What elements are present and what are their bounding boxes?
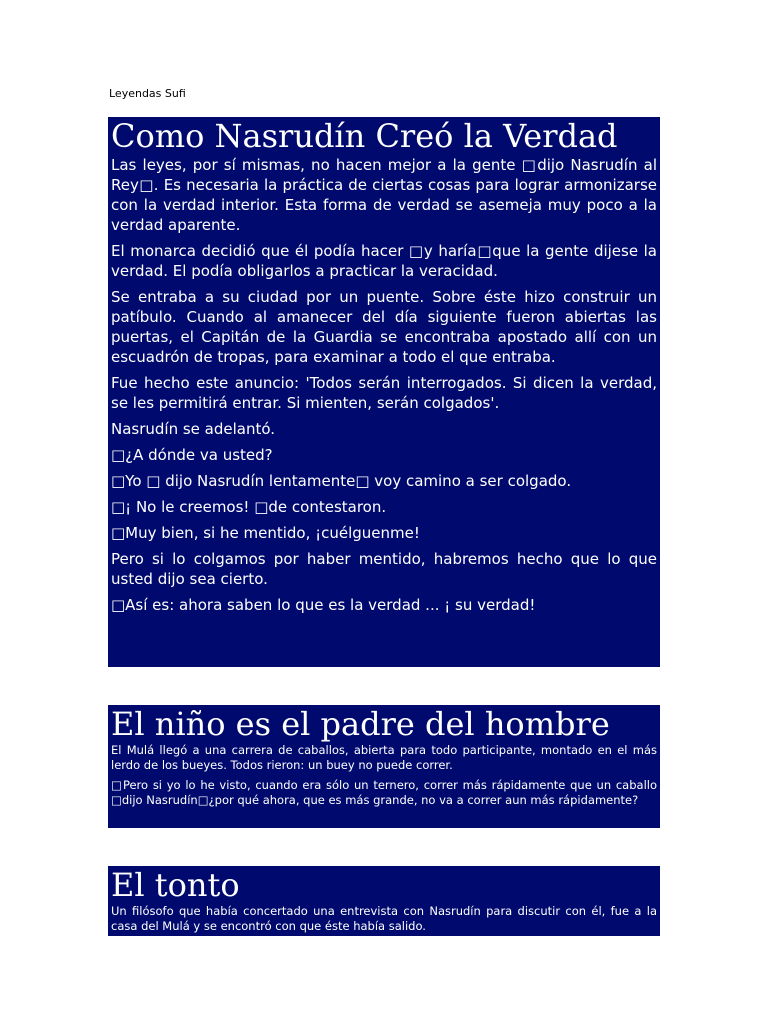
document-header: Leyendas Sufi [109, 87, 186, 100]
story-paragraph: Fue hecho este anuncio: 'Todos serán interrogados. Si dicen la verdad, se les permitirá entrar. Si mienten, serán colgados'. [111, 374, 657, 412]
story-paragraph: □Así es: ahora saben lo que es la verdad ... ¡ su verdad! [111, 596, 536, 614]
story-como-nasrudin-creo-la-verdad [108, 117, 660, 667]
story-paragraph: Nasrudín se adelantó. [111, 420, 276, 438]
story-paragraph: □Muy bien, si he mentido, ¡cuélguenme! [111, 524, 420, 542]
story-el-tonto [108, 866, 660, 936]
story-paragraph: Las leyes, por sí mismas, no hacen mejor a la gente □dijo Nasrudín al Rey□. Es necesaria la práctica de ciertas cosas para lograr armonizarse con la verdad interior. Esta forma de verdad se asemeja muy poco a la verdad aparente. [111, 156, 657, 234]
story-paragraph: □¡ No le creemos! □de contestaron. [111, 498, 387, 516]
story-paragraph: □¿A dónde va usted? [111, 446, 273, 464]
story-title: Como Nasrudín Creó la Verdad [111, 117, 618, 155]
story-paragraph: El monarca decidió que él podía hacer □y haría□que la gente dijese la verdad. El podía obligarlos a practicar la veracidad. [111, 242, 657, 280]
story-paragraph: El Mulá llegó a una carrera de caballos, abierta para todo participante, montado en el más lerdo de los bueyes. Todos rieron: un buey no puede correr. [111, 743, 657, 772]
story-paragraph: Se entraba a su ciudad por un puente. Sobre éste hizo construir un patíbulo. Cuando al amanecer del día siguiente fueron abiertas las puertas, el Capitán de la Guardia se encontraba apostado allí con un escuadrón de tropas, para examinar a todo el que entraba. [111, 288, 657, 366]
story-paragraph: Pero si lo colgamos por haber mentido, habremos hecho que lo que usted dijo sea cierto. [111, 550, 657, 588]
story-title: El niño es el padre del hombre [111, 705, 610, 743]
story-title: El tonto [111, 866, 240, 904]
story-paragraph: □Yo □ dijo Nasrudín lentamente□ voy camino a ser colgado. [111, 472, 572, 490]
story-paragraph: Un filósofo que había concertado una entrevista con Nasrudín para discutir con él, fue a la casa del Mulá y se encontró con que éste había salido. [111, 904, 657, 933]
story-el-nino-es-el-padre-del-hombre [108, 705, 660, 828]
story-paragraph: □Pero si yo lo he visto, cuando era sólo un ternero, correr más rápidamente que un caballo □dijo Nasrudín□¿por qué ahora, que es más grande, no va a correr aun más rápidamente? [111, 778, 657, 807]
